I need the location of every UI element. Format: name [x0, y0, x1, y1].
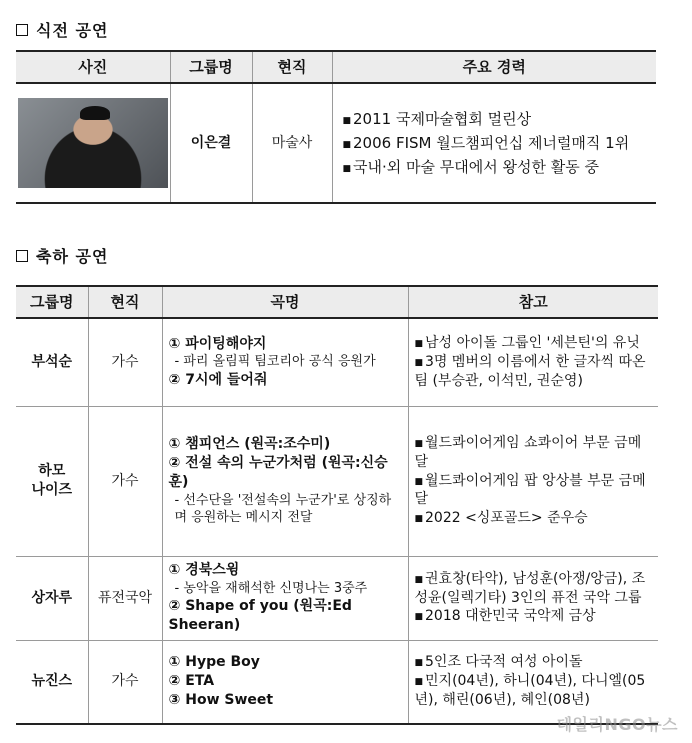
celebration-rows: [16, 318, 658, 724]
watermark-logo: 데일리NGO뉴스: [556, 715, 678, 734]
song-description: - 선수단을 '전설속의 누군가'로 상징하며 응원하는 메시지 전달: [174, 492, 392, 526]
list-item: ■ 남성 아이돌 그룹인 '세븐틴'의 유닛: [415, 334, 653, 353]
list-item: ■ 5인조 다국적 여성 아이돌: [415, 653, 653, 672]
table-row: [16, 556, 658, 640]
song-list: [162, 406, 408, 556]
song-title: ② 7시에 들어줘: [168, 372, 268, 389]
group-name: 뉴진스: [16, 640, 88, 724]
song-title: ② Shape of you (원곡:Ed Sheeran): [168, 598, 352, 634]
table-row: [16, 406, 658, 556]
notes-list: [408, 318, 658, 406]
checkbox-square-icon: [16, 250, 28, 262]
career-list: [332, 83, 656, 203]
song-title: ② 전설 속의 누군가처럼 (원곡:신승훈): [168, 455, 388, 490]
list-item: ■ 2011 국제마술협회 멀린상: [343, 107, 651, 131]
table-row: [16, 83, 656, 203]
song-title: ① 파이팅해야지: [168, 335, 267, 352]
header-job: 현직: [252, 51, 332, 83]
list-item: ■ 권효창(타악), 남성훈(아쟁/앙금), 조성윤(일렉기타) 3인의 퓨전 국악 그룹: [415, 570, 653, 608]
group-name: 상자루: [16, 556, 88, 640]
group-job: 가수: [88, 318, 162, 406]
list-item: ■ 2006 FISM 월드챔피언십 제너럴매직 1위: [343, 131, 651, 155]
group-name: 부석순: [16, 318, 88, 406]
song-description: - 농악을 재해석한 신명나는 3중주: [174, 580, 368, 596]
table-header-row: [16, 286, 658, 318]
song-title: ② ETA: [168, 673, 215, 690]
song-title: ① Hype Boy: [168, 654, 260, 671]
song-list: [162, 640, 408, 724]
song-title: ① 경북스윙: [168, 561, 240, 578]
performer-job: 마술사: [252, 83, 332, 203]
group-name: 하모 나이즈: [16, 406, 88, 556]
header-notes: 참고: [408, 286, 658, 318]
checkbox-square-icon: [16, 24, 28, 36]
song-list: [162, 318, 408, 406]
song-list: [162, 556, 408, 640]
photo-cell: [16, 83, 170, 203]
group-job: 가수: [88, 640, 162, 724]
list-item: ■ 월드콰이어게임 팝 앙상블 부문 금메달: [415, 472, 653, 510]
section-title-celebration: 축하 공연: [16, 244, 108, 267]
notes-list: [408, 556, 658, 640]
header-job: 현직: [88, 286, 162, 318]
list-item: ■ 2022 <싱포골드> 준우승: [415, 509, 653, 528]
performer-photo: [18, 98, 168, 188]
celebration-performance-table: [16, 285, 658, 725]
header-songs: 곡명: [162, 286, 408, 318]
table-row: [16, 318, 658, 406]
song-title: ③ How Sweet: [168, 692, 274, 709]
list-item: ■ 3명 멤버의 이름에서 한 글자씩 따온 팀 (부승관, 이석민, 권순영): [415, 353, 653, 391]
opening-performance-table: [16, 50, 656, 204]
song-description: - 파리 올림픽 팀코리아 공식 응원가: [174, 354, 376, 370]
header-group: 그룹명: [16, 286, 88, 318]
group-job: 가수: [88, 406, 162, 556]
group-job: 퓨전국악: [88, 556, 162, 640]
section-title-opening: 식전 공연: [16, 18, 108, 41]
list-item: ■ 국내·외 마술 무대에서 왕성한 활동 중: [343, 155, 651, 179]
list-item: ■ 월드콰이어게임 쇼콰이어 부문 금메달: [415, 434, 653, 472]
performer-name: 이은결: [170, 83, 252, 203]
table-header-row: [16, 51, 656, 83]
song-title: ① 챔피언스 (원곡:조수미): [168, 436, 331, 453]
notes-list: [408, 406, 658, 556]
list-item: ■ 민지(04년), 하니(04년), 다니엘(05년), 해린(06년), 혜인(08년): [415, 672, 653, 710]
header-photo: 사진: [16, 51, 170, 83]
header-group: 그룹명: [170, 51, 252, 83]
header-career: 주요 경력: [332, 51, 656, 83]
list-item: ■ 2018 대한민국 국악제 금상: [415, 607, 653, 626]
